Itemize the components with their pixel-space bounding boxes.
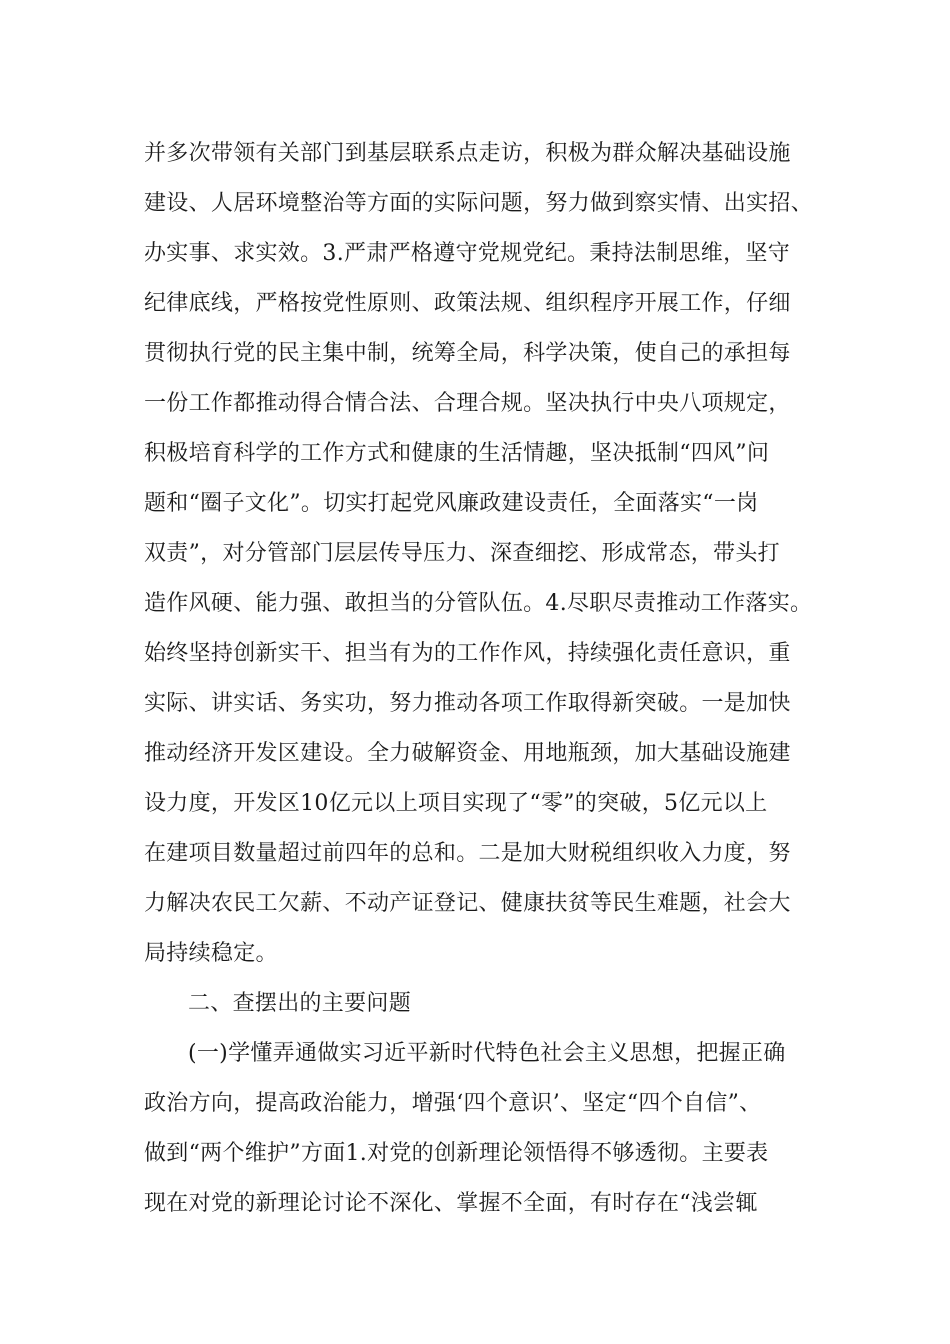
- body-text-line: 办实事、求实效。3.严肃严格遵守党规党纪。秉持法制思维，坚守: [144, 241, 790, 266]
- subsection-first-line: (一)学懂弄通做实习近平新时代特色社会主义思想，把握正确: [188, 1041, 786, 1066]
- body-text-line: 贯彻执行党的民主集中制，统筹全局，科学决策，使自己的承担每: [144, 341, 791, 366]
- body-text-line: 在建项目数量超过前四年的总和。二是加大财税组织收入力度，努: [144, 841, 791, 866]
- body-text-line: 局持续稳定。: [144, 941, 278, 966]
- body-text-line: 造作风硬、能力强、敢担当的分管队伍。4.尽职尽责推动工作落实。: [144, 591, 813, 616]
- body-text-line: 实际、讲实话、务实功，努力推动各项工作取得新突破。一是加快: [144, 691, 791, 716]
- body-text-line: 现在对党的新理论讨论不深化、掌握不全面，有时存在“浅尝辄: [144, 1191, 758, 1216]
- body-text-line: 积极培育科学的工作方式和健康的生活情趣，坚决抵制“四风”问: [144, 441, 770, 466]
- body-text-line: 双责”，对分管部门层层传导压力、深查细挖、形成常态，带头打: [144, 541, 780, 566]
- body-text-line: 设力度，开发区10亿元以上项目实现了“零”的突破，5亿元以上: [144, 791, 768, 816]
- body-text-line: 纪律底线，严格按党性原则、政策法规、组织程序开展工作，仔细: [144, 291, 791, 316]
- body-text-line: 一份工作都推动得合情合法、合理合规。坚决执行中央八项规定，: [144, 391, 791, 416]
- body-text-line: 政治方向，提高政治能力，增强‘四个意识’、坚定“四个自信”、: [144, 1091, 762, 1116]
- body-text-line: 建设、人居环境整治等方面的实际问题，努力做到察实情、出实招、: [144, 191, 814, 216]
- body-text-line: 题和“圈子文化”。切实打起党风廉政建设责任，全面落实“一岗: [144, 491, 759, 516]
- body-text-line: 力解决农民工欠薪、不动产证登记、健康扶贫等民生难题，社会大: [144, 891, 791, 916]
- body-text-line: 始终坚持创新实干、担当有为的工作作风，持续强化责任意识，重: [144, 641, 791, 666]
- body-text-line: 并多次带领有关部门到基层联系点走访，积极为群众解决基础设施: [144, 141, 791, 166]
- section-heading: 二、查摆出的主要问题: [188, 991, 412, 1016]
- body-text-line: 推动经济开发区建设。全力破解资金、用地瓶颈，加大基础设施建: [144, 741, 791, 766]
- body-text-line: 做到“两个维护”方面1.对党的创新理论领悟得不够透彻。主要表: [144, 1141, 769, 1166]
